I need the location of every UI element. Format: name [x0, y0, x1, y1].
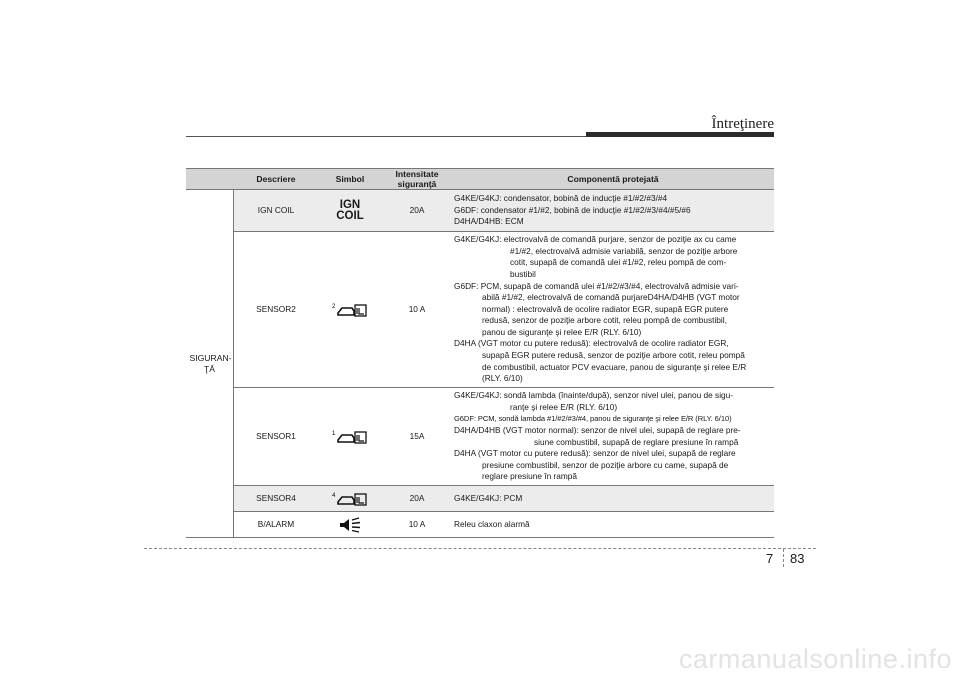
ign-coil-symbol: IGN COIL — [336, 198, 364, 222]
row-description: IGN COIL — [257, 204, 295, 215]
column-header-componenta: Componentă protejată — [567, 174, 659, 184]
row-description: SENSOR2 — [256, 303, 296, 314]
table-row — [234, 388, 774, 486]
footer-divider — [783, 549, 784, 567]
svg-text:1: 1 — [332, 430, 336, 437]
table-row — [234, 512, 774, 538]
row-symbol — [318, 388, 382, 485]
row-description: B/ALARM — [257, 518, 295, 529]
group-label-siguranta: SIGURAN-ŢĂ — [186, 190, 234, 538]
row-rating: 10 A — [408, 518, 426, 529]
row-rating: 15A — [409, 430, 425, 441]
row-symbol — [318, 512, 382, 537]
column-header-simbol: Simbol — [335, 174, 365, 184]
header-rule-accent — [586, 132, 774, 137]
row-component: G4KE/G4KJ: electrovalvă de comandă purjare, senzor de poziţie ax cu came #1/#2, electrovalvă admisie variabilă, senzor de poziţie arbore cotit, supapă de comandă ulei #1/#2, releu pompă de com- bustibil G6DF: PCM, supapă de comandă ulei #1/#2/#3/#4, electrovalvă admisie vari- abilă #1/#2, electrovalvă de comandă purjareD4HA/D4HB (VGT motor normal) : electrovalvă de ocolire radiator EGR, supapă EGR putere redusă, senzor de poziţie arbore cotit, releu pompă de combustibil, panou de siguranţe şi relee E/R (RLY. 6/10) D4HA (VGT motor cu putere redusă): electrovalvă de ocolire radiator EGR, supapă EGR putere redusă, senzor de poziţie arbore cotit, releu pompă de combustibil, actuator PCV evacuare, panou de siguranţe şi relee E/R (RLY. 6/10) — [454, 234, 747, 384]
page-header-title: Întreţinere — [711, 116, 774, 132]
row-rating: 10 A — [408, 303, 426, 314]
svg-text:4: 4 — [332, 492, 336, 499]
row-symbol — [318, 232, 382, 387]
table-row — [234, 486, 774, 512]
header-blank — [186, 169, 234, 189]
page-number: 83 — [790, 551, 805, 566]
row-component: G4KE/G4KJ: PCM — [454, 492, 523, 503]
column-header-intensitate: Intensitate siguranţă — [395, 169, 439, 189]
chapter-number: 7 — [766, 551, 774, 566]
row-rating: 20A — [409, 492, 425, 503]
sensor-fuse-icon — [332, 429, 368, 445]
svg-text:2: 2 — [332, 303, 336, 310]
watermark: carmanualsonline.info — [678, 644, 952, 674]
table-row — [234, 232, 774, 388]
column-header-descriere: Descriere — [256, 174, 296, 184]
footer-rule — [144, 548, 816, 549]
table-header-row — [186, 168, 774, 190]
header-rule — [186, 136, 586, 137]
row-description: SENSOR4 — [256, 492, 296, 503]
table-row — [234, 190, 774, 232]
row-description: SENSOR1 — [256, 430, 296, 441]
sensor-fuse-icon — [332, 302, 368, 318]
sensor-fuse-icon — [332, 491, 368, 507]
horn-alarm-icon — [338, 517, 362, 533]
row-component: Releu claxon alarmă — [454, 518, 530, 529]
row-component: G4KE/G4KJ: condensator, bobină de inducţie #1/#2/#3/#4 G6DF: condensator #1/#2, bobină de inducţie #1/#2/#3/#4/#5/#6 D4HA/D4HB: ECM — [454, 193, 691, 227]
row-component: G4KE/G4KJ: sondă lambda (înainte/după), senzor nivel ulei, panou de sigu- ranţe şi relee E/R (RLY. 6/10) G6DF: PCM, sondă lambda #1/#2/#3/#4, panou de siguranţe şi relee E/R (RLY. 6/10) D4HA/D4HB (VGT motor normal): senzor de nivel ulei, supapă de reglare pre- siune combustibil, supapă de reglare presiune în rampă D4HA (VGT motor cu putere redusă): senzor de nivel ulei, supapă de reglare presiune combustibil, senzor de poziţie arbore cu came, supapă de reglare presiune în rampă — [454, 390, 741, 482]
row-symbol — [318, 486, 382, 511]
row-rating: 20A — [409, 204, 425, 215]
